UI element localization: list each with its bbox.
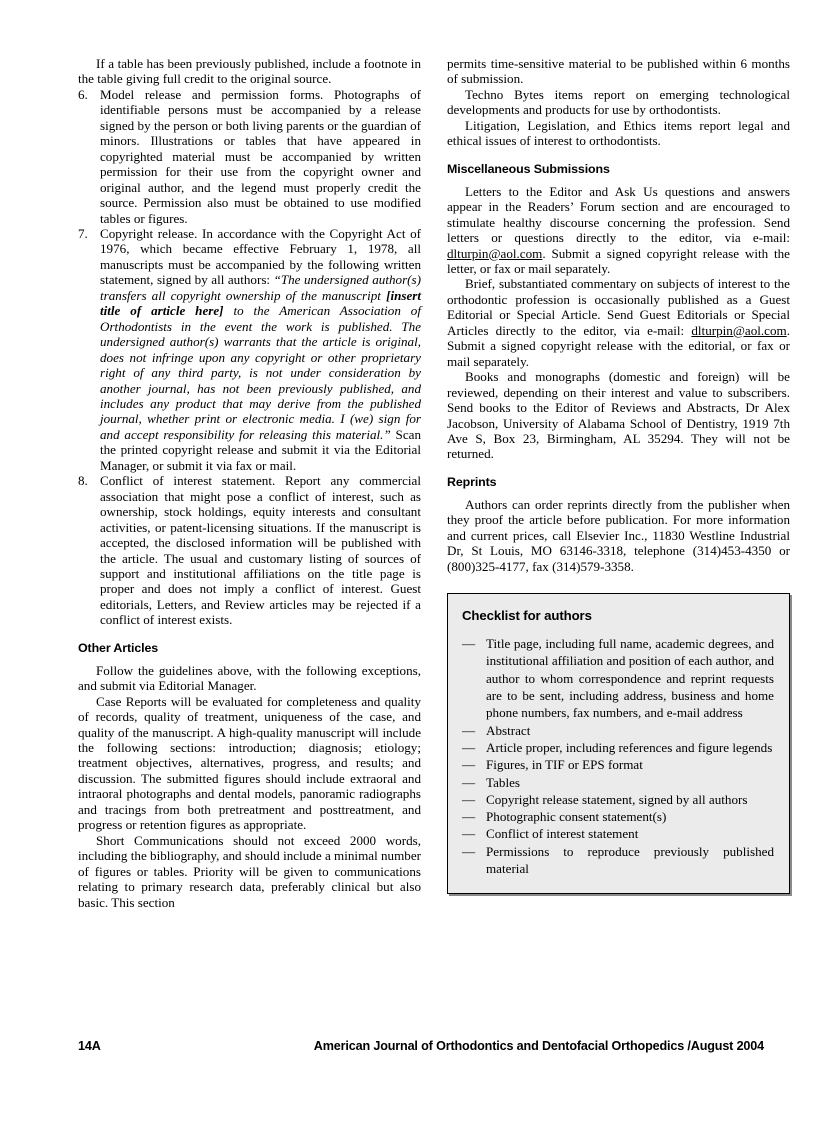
- section-heading-other-articles: Other Articles: [78, 640, 159, 655]
- checklist-item-label: Photographic consent statement(s): [486, 809, 667, 825]
- checklist-item: [462, 825, 774, 842]
- em-dash-icon: —: [462, 739, 476, 755]
- checklist-items-list: [462, 635, 774, 877]
- numbered-instructions-list: [78, 87, 421, 628]
- list-item-8-text: Conflict of interest statement. Report any commercial association that might pose a conflict of interest, such as ownership, stock holdings, equity interests and consultant activities, or patent-licensing situations. If the manuscript is accepted, the disclosed information will be published with the article. The usual and customary listing of sources of support and institutional affiliations on the title page is proper and does not imply a conflict of interest. Guest editorials, Letters, and Review articles may be rejected if a conflict of interest exists.: [100, 473, 421, 628]
- guest-editorial-paragraph: [447, 276, 790, 369]
- left-column: [78, 56, 421, 910]
- checklist-item: [462, 739, 774, 756]
- litigation-legislation-ethics-paragraph: Litigation, Legislation, and Ethics items report legal and ethical issues of interest to orthodontists.: [447, 117, 790, 149]
- editor-email-link-1[interactable]: dlturpin@aol.com: [447, 245, 543, 261]
- checklist-item: [462, 756, 774, 773]
- em-dash-icon: —: [462, 774, 476, 790]
- checklist-item-label: Permissions to reproduce previously published material: [486, 843, 774, 876]
- page-number: 14A: [78, 1039, 101, 1053]
- checklist-for-authors-panel: [447, 593, 790, 894]
- letters-to-editor-paragraph: [447, 184, 790, 277]
- list-item-8-number: 8.: [78, 473, 88, 489]
- other-articles-paragraph-2: Case Reports will be evaluated for completeness and quality of records, quality of treatment, uniqueness of the case, and quality of the manuscript. A high-quality manuscript will include the following sections: introduction; diagnosis; etiology; treatment objectives, alternatives, progress, and results; and discussion. The submitted figures should include extraoral and intraoral photographs and dental models, panoramic radiographs and tracings from both pretreatment and posttreatment, and progress or retention figures as appropriate.: [78, 693, 421, 833]
- editor-email-link-2[interactable]: dlturpin@aol.com: [691, 322, 787, 338]
- copyright-statement-quote-rest: to the American Association of Orthodontists in the event the work is published. The undersigned author(s) warrants that the article is original, does not infringe upon any copyright or other proprietary right of any third party, is not under consideration by another journal, has not been previously published, and includes any product that may derive from the published journal, whether print or electronic media. I (we) sign for and accept responsibility for releasing this material.”: [100, 303, 421, 442]
- em-dash-icon: —: [462, 809, 476, 825]
- books-and-monographs-paragraph: Books and monographs (domestic and foreign) will be reviewed, depending on their interest and value to subscribers. Send books to the Editor of Reviews and Abstracts, Dr Alex Jacobson, University of Alabama School of Dentistry, 1919 7th Ave S, Box 23, Birmingham, AL 35294. They will not be returned.: [447, 369, 790, 462]
- checklist-panel-title: Checklist for authors: [462, 608, 592, 624]
- em-dash-icon: —: [462, 636, 476, 652]
- checklist-item: [462, 774, 774, 791]
- list-item-6: [78, 87, 421, 226]
- list-item-8: [78, 473, 421, 628]
- continued-paragraph: permits time-sensitive material to be published within 6 months of submission.: [447, 56, 790, 87]
- reprints-paragraph: Authors can order reprints directly from the publisher when they proof the article before publication. For more information and current prices, call Elsevier Inc., 11830 Westline Industrial Dr, St Louis, MO 63146-3318, telephone (314)453-4350 or (800)325-4177, fax (314)579-3358.: [447, 496, 790, 574]
- em-dash-icon: —: [462, 722, 476, 738]
- guest-editorial-before: Brief, substantiated commentary on subjects of interest to the orthodontic profession is occasionally published as a Guest Editorial or Special Article. Send Guest Editorials or Special Articles directly to the editor, via e-mail:: [447, 276, 790, 338]
- checklist-item-label: Conflict of interest statement: [486, 826, 639, 842]
- letters-paragraph-before: Letters to the Editor and Ask Us questions and answers appear in the Readers’ Forum section and are encouraged to stimulate healthy discourse concerning the profession. Send letters or questions directly to the editor, via e-mail:: [447, 183, 790, 246]
- page-footer: [78, 1039, 764, 1053]
- journal-citation-line: American Journal of Orthodontics and Dentofacial Orthopedics /August 2004: [313, 1039, 764, 1053]
- other-articles-paragraph-3: Short Communications should not exceed 2000 words, including the bibliography, and should include a minimal number of figures or tables. Priority will be given to communications relating to primary research data, preferably clinical but also basic. This section: [78, 832, 421, 910]
- list-item-7-lead: Copyright release. In accordance with the Copyright Act of 1976, which became effective February 1, 1978, all manuscripts must be accompanied by the following written statement, signed by all authors:: [100, 225, 421, 288]
- checklist-item-label: Abstract: [486, 722, 531, 738]
- checklist-item-label: Copyright release statement, signed by all authors: [486, 791, 748, 807]
- copyright-statement-quote-open: “The undersigned author(s) transfers all copyright ownership of the manuscript: [100, 272, 421, 303]
- section-heading-reprints: Reprints: [447, 474, 497, 489]
- list-item-6-text: Model release and permission forms. Photographs of identifiable persons must be accompanied by a release signed by the person or both living parents or the guardian of minors. Illustrations or tables that have appeared in copyrighted material must be accompanied by written permission for their use from the copyright owner and original author, and the legend must properly credit the source. Permission also must be obtained to use modified tables or figures.: [100, 86, 421, 226]
- checklist-item: [462, 808, 774, 825]
- guest-editorial-after: . Submit a signed copyright release with the editorial, or fax or mail separately.: [447, 322, 790, 369]
- list-item-7-number: 7.: [78, 225, 88, 241]
- checklist-item-label: Tables: [486, 774, 520, 790]
- checklist-item-label: Figures, in TIF or EPS format: [486, 757, 643, 773]
- other-articles-paragraph-1: Follow the guidelines above, with the following exceptions, and submit via Editorial Manager.: [78, 662, 421, 694]
- list-item-6-number: 6.: [78, 86, 88, 102]
- em-dash-icon: —: [462, 826, 476, 842]
- techno-bytes-paragraph: Techno Bytes items report on emerging technological developments and products for use by orthodontists.: [447, 86, 790, 118]
- em-dash-icon: —: [462, 843, 476, 859]
- right-column: [447, 56, 790, 894]
- insert-title-placeholder: [insert title of article here]: [100, 287, 421, 319]
- letters-paragraph-after: . Submit a signed copyright release with the letter, or fax or mail separately.: [447, 245, 790, 276]
- checklist-item-label: Article proper, including references and figure legends: [486, 739, 773, 755]
- continued-item-5-paragraph: If a table has been previously published, include a footnote in the table giving full credit to the original source.: [78, 56, 421, 87]
- two-column-layout: [78, 56, 790, 910]
- list-item-7-tail: Scan the printed copyright release and submit it via the Editorial Manager, or submit it via fax or mail.: [100, 426, 421, 473]
- checklist-item: [462, 722, 774, 739]
- em-dash-icon: —: [462, 757, 476, 773]
- em-dash-icon: —: [462, 791, 476, 807]
- checklist-item: [462, 843, 774, 878]
- section-heading-miscellaneous-submissions: Miscellaneous Submissions: [447, 161, 610, 176]
- checklist-item: [462, 791, 774, 808]
- checklist-item: [462, 635, 774, 721]
- checklist-item-label: Title page, including full name, academic degrees, and institutional affiliation and position of each author, and author to whom correspondence and reprint requests are to be sent, including address, business and home phone numbers, fax numbers, and e-mail address: [486, 636, 774, 721]
- list-item-7: [78, 226, 421, 473]
